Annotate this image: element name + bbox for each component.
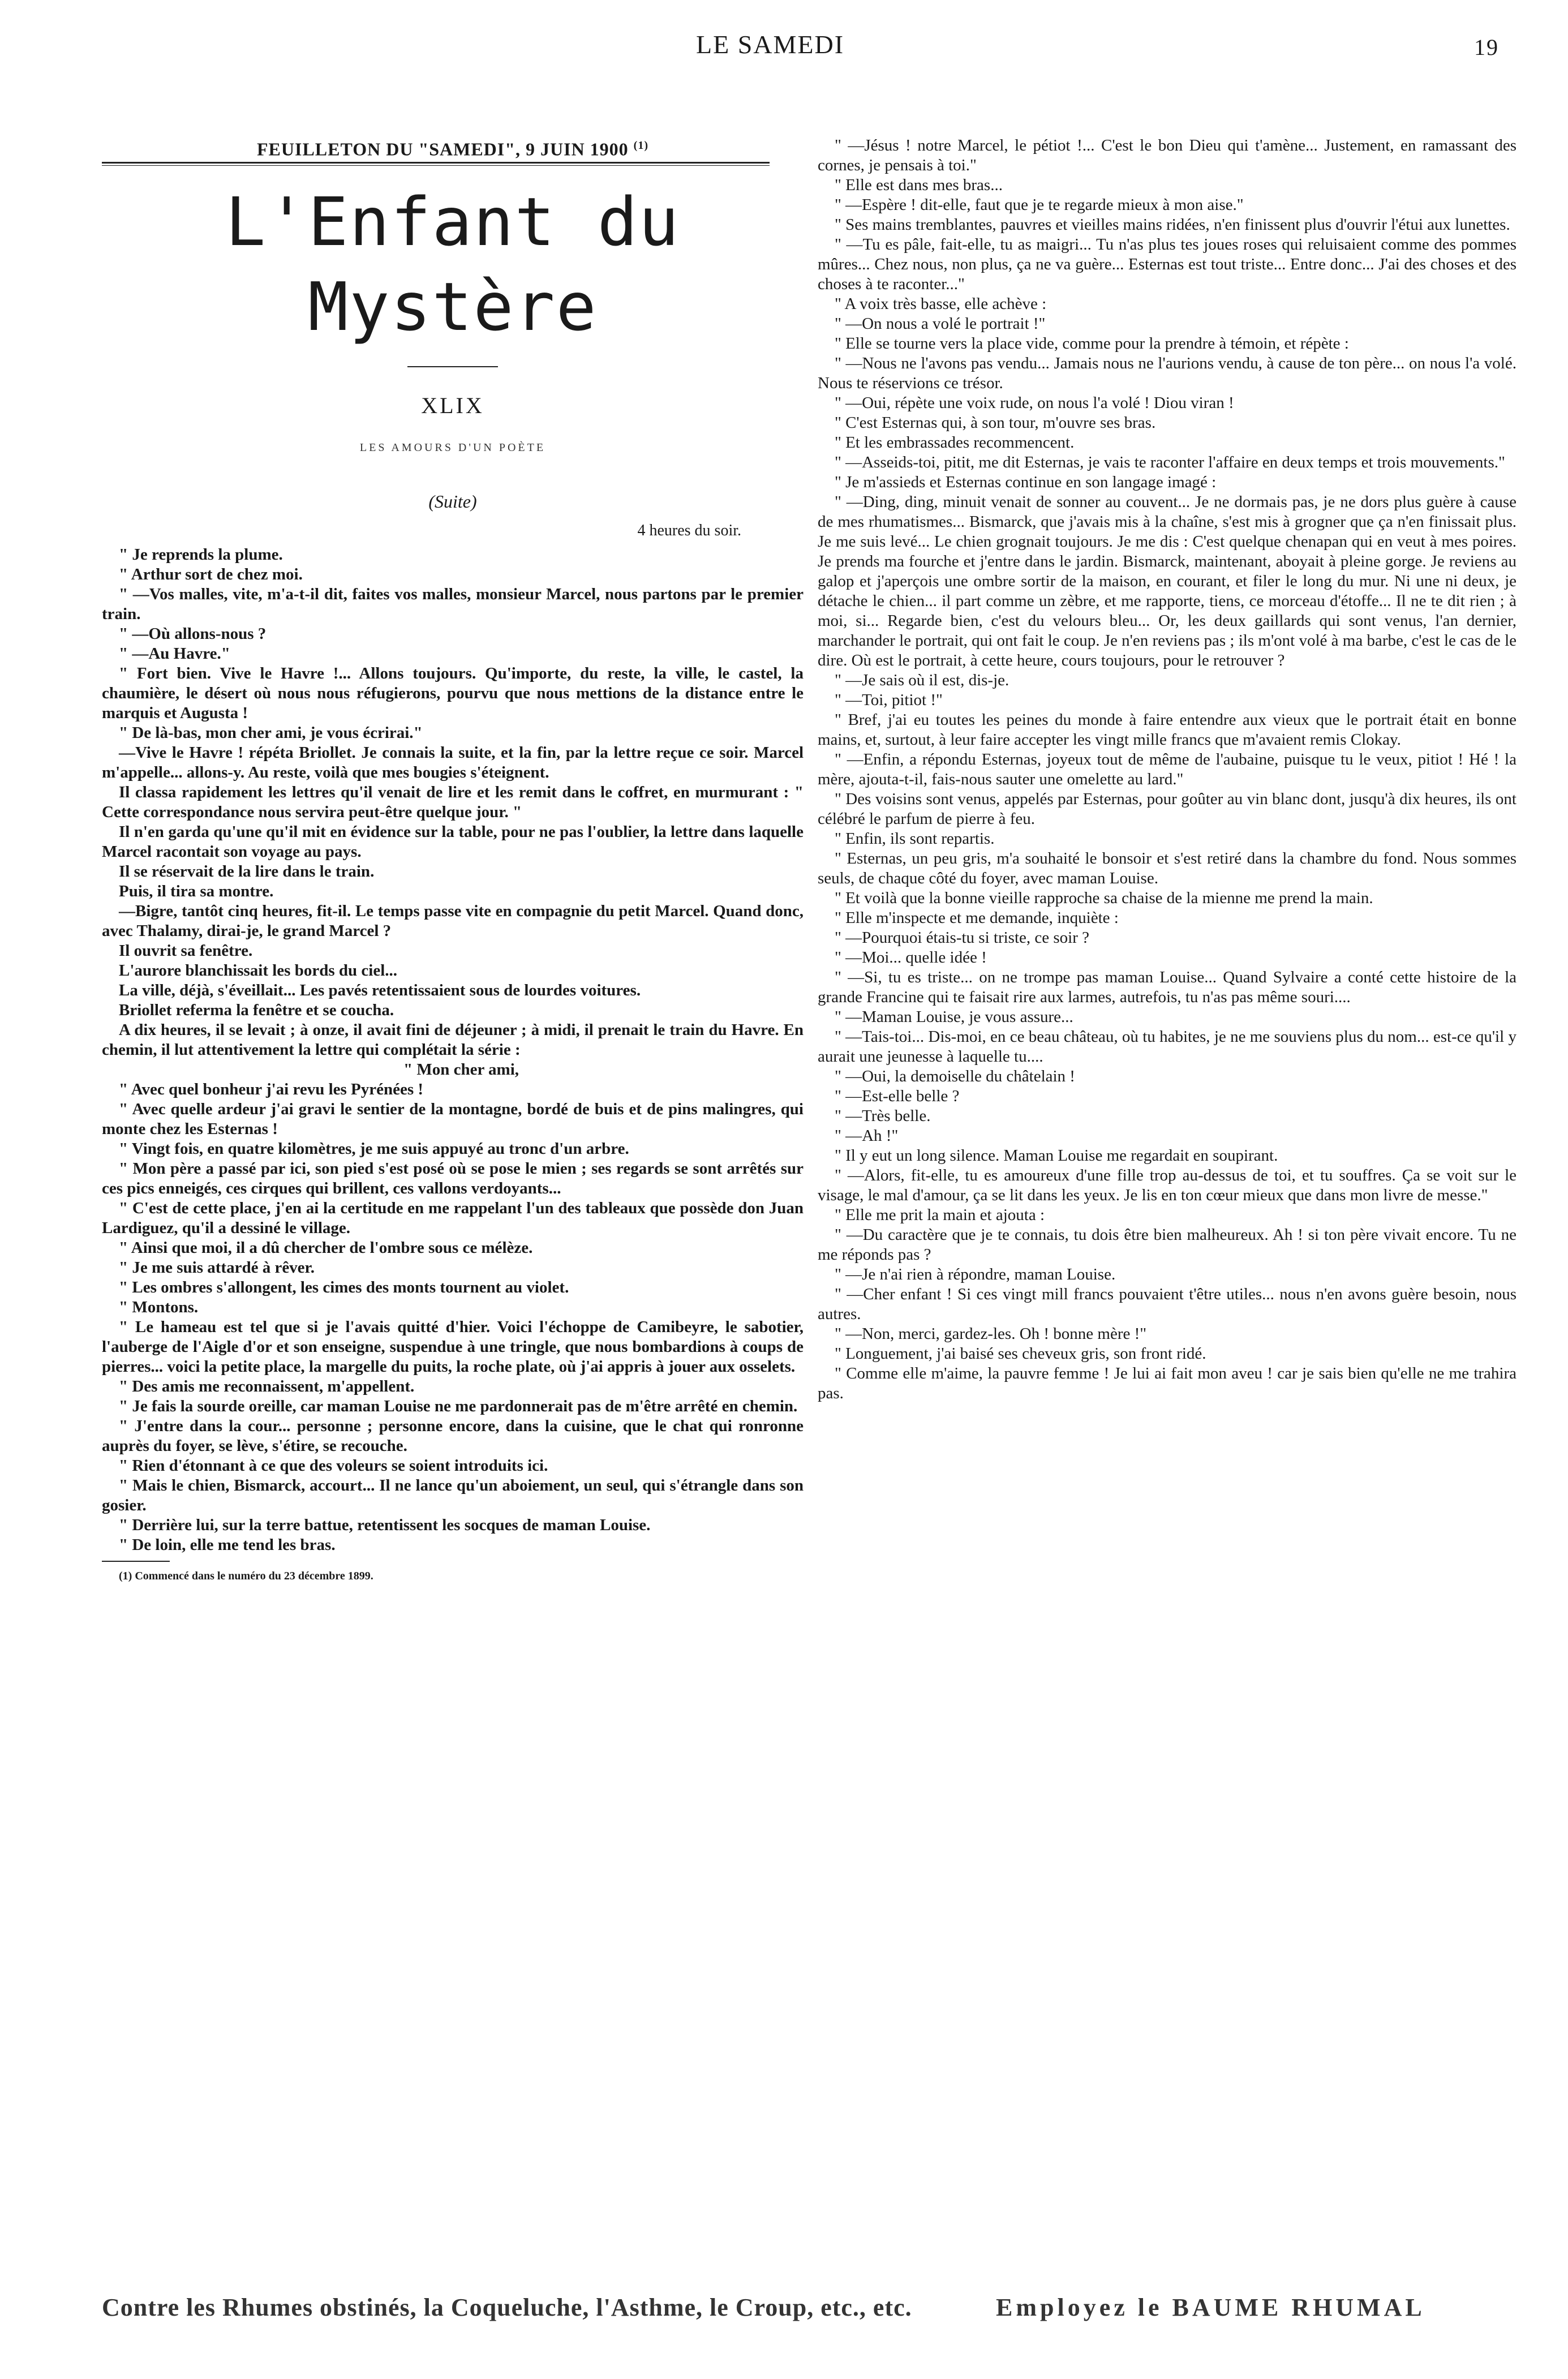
paragraph: " Fort bien. Vive le Havre !... Allons toujours. Qu'importe, du reste, la ville, le castel, la chaumière, le désert où nous nous réfugierons, pourvu que nous mettions de la distance entre le marquis et Augusta !	[102, 664, 804, 722]
paragraph: " Bref, j'ai eu toutes les peines du monde à faire entendre aux vieux que le portrait était en bonne mains, et, surtout, à leur faire accepter les vingt mille francs que m'avaient remis Clokay.	[818, 711, 1517, 749]
paragraph: " Elle me prit la main et ajouta :	[835, 1206, 1045, 1224]
advertisement-bar	[0, 2286, 1568, 2337]
paragraph: " Esternas, un peu gris, m'a souhaité le bonsoir et s'est retiré dans la chambre du fond. Nous sommes seuls, de chaque côté du foyer, avec maman Louise.	[818, 849, 1517, 887]
paragraph: " Ses mains tremblantes, pauvres et vieilles mains ridées, n'en finissent plus d'ouvrir l'étui aux lunettes.	[835, 216, 1510, 234]
paragraph: " —Au Havre."	[119, 644, 230, 663]
paragraph: " Il y eut un long silence. Maman Louise me regardait en soupirant.	[835, 1146, 1278, 1165]
paragraph: " —Pourquoi étais-tu si triste, ce soir ?	[835, 929, 1089, 947]
paragraph: " —Tais-toi... Dis-moi, en ce beau château, où tu habites, je ne me souviens plus du nom... est-ce qu'il y aurait une jeunesse à laquelle tu....	[818, 1028, 1517, 1066]
paragraph: " Mais le chien, Bismarck, accourt... Il ne lance qu'un aboiement, un seul, qui s'étrangle dans son gosier.	[102, 1476, 804, 1514]
paragraph: " —Asseids-toi, pitit, me dit Esternas, je vais te raconter l'affaire en deux temps et trois mouvements."	[835, 453, 1505, 471]
paragraph: Il n'en garda qu'une qu'il mit en évidence sur la table, pour ne pas l'oublier, la lettre dans laquelle Marcel racontait son voyage au pays.	[102, 822, 804, 861]
paragraph: " Je reprends la plume.	[119, 545, 283, 564]
paragraph: " Derrière lui, sur la terre battue, retentissent les socques de maman Louise.	[119, 1515, 651, 1534]
paragraph: " —Jésus ! notre Marcel, le pétiot !... C'est le bon Dieu qui t'amène... Justement, en ramassant des cornes, je pensais à toi."	[818, 136, 1517, 174]
paragraph: " —On nous a volé le portrait !"	[835, 315, 1046, 333]
left-column	[102, 136, 804, 1586]
paragraph: " Le hameau est tel que si je l'avais quitté d'hier. Voici l'échoppe de Camibeyre, le sabotier, l'auberge de l'Aigle d'or et son enseigne, suspendue à une tringle, que nous bombardions à coups de pierres... voici la petite place, la margelle du puits, la roche plate, où j'ai appris à jouer aux osselets.	[102, 1317, 804, 1376]
page-number: 19	[1474, 35, 1499, 60]
paragraph: " De là-bas, mon cher ami, je vous écrirai."	[119, 723, 423, 742]
paragraph: " —Ah !"	[835, 1127, 899, 1145]
paragraph: " A voix très basse, elle achève :	[835, 295, 1047, 313]
page-header	[0, 29, 1568, 86]
paragraph: " Vingt fois, en quatre kilomètres, je me suis appuyé au tronc d'un arbre.	[119, 1139, 629, 1158]
paragraph: " Et les embrassades recommencent.	[835, 433, 1075, 452]
story-title: L'Enfant du Mystère	[225, 182, 680, 346]
footnote-rule	[102, 1561, 170, 1562]
paragraph: " —Enfin, a répondu Esternas, joyeux tout de même de l'aubaine, puisque tu le veux, pitiot ! Hé ! la mère, ajouta-t-il, fais-nous sauter une omelette au lard."	[818, 750, 1517, 788]
paragraph: " —Non, merci, gardez-les. Oh ! bonne mère !"	[835, 1325, 1147, 1343]
paragraph: " Longuement, j'ai baisé ses cheveux gris, son front ridé.	[835, 1345, 1206, 1363]
right-column	[818, 136, 1517, 1403]
paragraph: " Les ombres s'allongent, les cimes des monts tournent au violet.	[119, 1278, 569, 1296]
chapter-number: XLIX	[421, 392, 484, 418]
paragraph: Il classa rapidement les lettres qu'il venait de lire et les remit dans le coffret, en murmurant : " Cette correspondance nous servira peut-être quelque jour. "	[102, 783, 804, 821]
paragraph: La ville, déjà, s'éveillait... Les pavés retentissaient sous de lourdes voitures.	[119, 981, 641, 999]
paragraph: " J'entre dans la cour... personne ; personne encore, dans la cuisine, que le chat qui ronronne auprès du foyer, se lève, s'étire, se recouche.	[102, 1416, 804, 1455]
paragraph: " Je fais la sourde oreille, car maman Louise ne me pardonnerait pas de m'être arrêté en chemin.	[119, 1397, 798, 1415]
paragraph: " —Toi, pitiot !"	[835, 691, 943, 709]
paragraph: " Montons.	[119, 1298, 199, 1316]
paragraph: Il se réservait de la lire dans le train.	[119, 862, 375, 881]
double-rule	[102, 162, 770, 166]
paragraph: " —Cher enfant ! Si ces vingt mill francs pouvaient t'être utiles... nous n'en avons guère besoin, nous autres.	[818, 1285, 1517, 1323]
paragraph: " —Ding, ding, minuit venait de sonner au couvent... Je ne dormais pas, je ne dors plus guère à cause de mes rhumatismes... Bismarck, que j'avais mis à la chaîne, s'est mis à grogner que ça n'en finissait plus. Je me suis levé... Le chien grognait toujours. Je me dis : C'est quelque chenapan qui en veut à mes poires. Je prends ma fourche et j'entre dans le jardin. Bismarck, maintenant, aboyait à pleine gorge. Je reviens au galop et j'aperçois une ombre sortir de la maison, en courant, et filer le long du mur. Ni une ni deux, je détache le chien... il part comme un zèbre, et me rapporte, tiens, ce morceau d'étoffe... Il ne te dit rien ; à moi, si... Regarde bien, c'est du velours bleu... Or, les deux gaillards qui sont venus, l'an dernier, marchander le portrait, qui ont fait le coup. Je n'en reviens pas ; ils m'ont volé à ma barbe, c'est le cas de le dire. Où est le portrait, à cette heure, cours toujours, pour le retrouver ?	[818, 493, 1517, 669]
paragraph: " Elle se tourne vers la place vide, comme pour la prendre à témoin, et répète :	[835, 334, 1349, 353]
paragraph: " De loin, elle me tend les bras.	[119, 1535, 336, 1554]
chapter-subheading: LES AMOURS D'UN POÈTE	[359, 441, 546, 454]
title-divider	[407, 366, 498, 367]
paragraph: " Arthur sort de chez moi.	[119, 565, 303, 583]
paragraph: Puis, il tira sa montre.	[119, 882, 274, 900]
feuilleton-text: FEUILLETON DU "SAMEDI", 9 JUIN 1900	[256, 139, 629, 160]
paragraph: " —Alors, fit-elle, tu es amoureux d'une fille trop au-dessus de toi, et tu souffres. Ça se voit sur le visage, le mal d'amour, ça se lit dans les yeux. Je lis en ton cœur mieux que dans mon livre de messe."	[818, 1166, 1517, 1204]
footnote: (1) Commencé dans le numéro du 23 décembre 1899.	[119, 1569, 373, 1582]
suite-label: (Suite)	[428, 491, 477, 512]
paragraph: " Des voisins sont venus, appelés par Esternas, pour goûter au vin blanc dont, jusqu'à dix heures, ils ont célébré le parfum de pierre à feu.	[818, 790, 1517, 828]
paragraph: " —Si, tu es triste... on ne trompe pas maman Louise... Quand Sylvaire a conté cette histoire de la grande Francine qui te faisait rire aux larmes, autrefois, tu n'as pas même souri....	[818, 968, 1517, 1006]
paragraph: " —Où allons-nous ?	[119, 624, 267, 643]
paragraph: " Je me suis attardé à rêver.	[119, 1258, 315, 1277]
paragraph: " Enfin, ils sont repartis.	[835, 830, 995, 848]
paragraph: " Et voilà que la bonne vieille rapproche sa chaise de la mienne me prend la main.	[835, 889, 1373, 907]
paragraph: —Bigre, tantôt cinq heures, fit-il. Le temps passe vite en compagnie du petit Marcel. Quand donc, avec Thalamy, dirai-je, le grand Marcel ?	[102, 901, 804, 940]
advertisement-right: Employez le BAUME RHUMAL	[996, 2294, 1425, 2321]
paragraph: " C'est Esternas qui, à son tour, m'ouvre ses bras.	[835, 414, 1156, 432]
paragraph: " Avec quel bonheur j'ai revu les Pyrénées !	[119, 1080, 424, 1098]
paragraph: " Comme elle m'aime, la pauvre femme ! Je lui ai fait mon aveu ! car je sais bien qu'elle ne me trahira pas.	[818, 1364, 1517, 1402]
advertisement-left: Contre les Rhumes obstinés, la Coqueluche, l'Asthme, le Croup, etc., etc.	[102, 2294, 912, 2321]
paragraph: " —Vos malles, vite, m'a-t-il dit, faites vos malles, monsieur Marcel, nous partons par le premier train.	[102, 585, 804, 623]
paragraph: " Ainsi que moi, il a dû chercher de l'ombre sous ce mélèze.	[119, 1238, 533, 1257]
paragraph: " Des amis me reconnaissent, m'appellent.	[119, 1377, 415, 1395]
time-note: 4 heures du soir.	[637, 521, 741, 539]
paragraph: A dix heures, il se levait ; à onze, il avait fini de déjeuner ; à midi, il prenait le train du Havre. En chemin, il lut attentivement la lettre qui complétait la série :	[102, 1020, 804, 1059]
paragraph: " —Je n'ai rien à répondre, maman Louise.	[835, 1265, 1116, 1283]
paragraph: " Avec quelle ardeur j'ai gravi le sentier de la montagne, bordé de buis et de pins malingres, qui monte chez les Esternas !	[102, 1100, 804, 1138]
paragraph: " —Oui, la demoiselle du châtelain !	[835, 1067, 1075, 1085]
paragraph: " Mon père a passé par ici, son pied s'est posé où se pose le mien ; ses regards se sont arrêtés sur ces pics enneigés, ces cirques qui brillent, ces vallons verdoyants...	[102, 1159, 804, 1197]
paragraph: " Elle m'inspecte et me demande, inquiète :	[835, 909, 1119, 927]
paragraph: " —Espère ! dit-elle, faut que je te regarde mieux à mon aise."	[835, 196, 1244, 214]
footnote-mark: (1)	[633, 139, 648, 152]
paragraph: " —Moi... quelle idée !	[835, 948, 987, 967]
paragraph: " C'est de cette place, j'en ai la certitude en me rappelant l'un des tableaux que possède don Juan Lardiguez, qu'il a dessiné le village.	[102, 1199, 804, 1237]
paragraph: " —Tu es pâle, fait-elle, tu as maigri... Tu n'as plus tes joues roses qui reluisaient comme des pommes mûres... Chez nous, non plus, ça ne va guère... Esternas est tout triste... Entre donc... J'ai des choses et des choses à te raconter..."	[818, 235, 1517, 293]
paragraph: " —Oui, répète une voix rude, on nous l'a volé ! Diou viran !	[835, 394, 1234, 412]
paragraph: " —Je sais où il est, dis-je.	[835, 671, 1009, 689]
paragraph: " Je m'assieds et Esternas continue en son langage imagé :	[835, 473, 1217, 491]
feuilleton-line	[102, 136, 804, 160]
paragraph: " Elle est dans mes bras...	[835, 176, 1003, 194]
letter-salutation: " Mon cher ami,	[403, 1060, 519, 1079]
paragraph: Briollet referma la fenêtre et se coucha.	[119, 1000, 394, 1019]
paragraph: " —Est-elle belle ?	[835, 1087, 960, 1105]
paragraph: " —Maman Louise, je vous assure...	[835, 1008, 1073, 1026]
paragraph: —Vive le Havre ! répéta Briollet. Je connais la suite, et la fin, par la lettre reçue ce soir. Marcel m'appelle... allons-y. Au reste, voilà que mes bougies s'éteignent.	[102, 743, 804, 781]
paragraph: " —Nous ne l'avons pas vendu... Jamais nous ne l'aurions vendu, à cause de ton père... on nous l'a volé. Nous te réservions ce trésor.	[818, 354, 1517, 392]
paragraph: L'aurore blanchissait les bords du ciel...	[119, 961, 397, 980]
paragraph: Il ouvrit sa fenêtre.	[119, 941, 253, 960]
journal-title: LE SAMEDI	[696, 30, 845, 59]
paragraph: " —Du caractère que je te connais, tu dois être bien malheureux. Ah ! si ton père vivait encore. Tu ne me réponds pas ?	[818, 1226, 1517, 1264]
paragraph: " Rien d'étonnant à ce que des voleurs se soient introduits ici.	[119, 1456, 548, 1475]
paragraph: " —Très belle.	[835, 1107, 931, 1125]
